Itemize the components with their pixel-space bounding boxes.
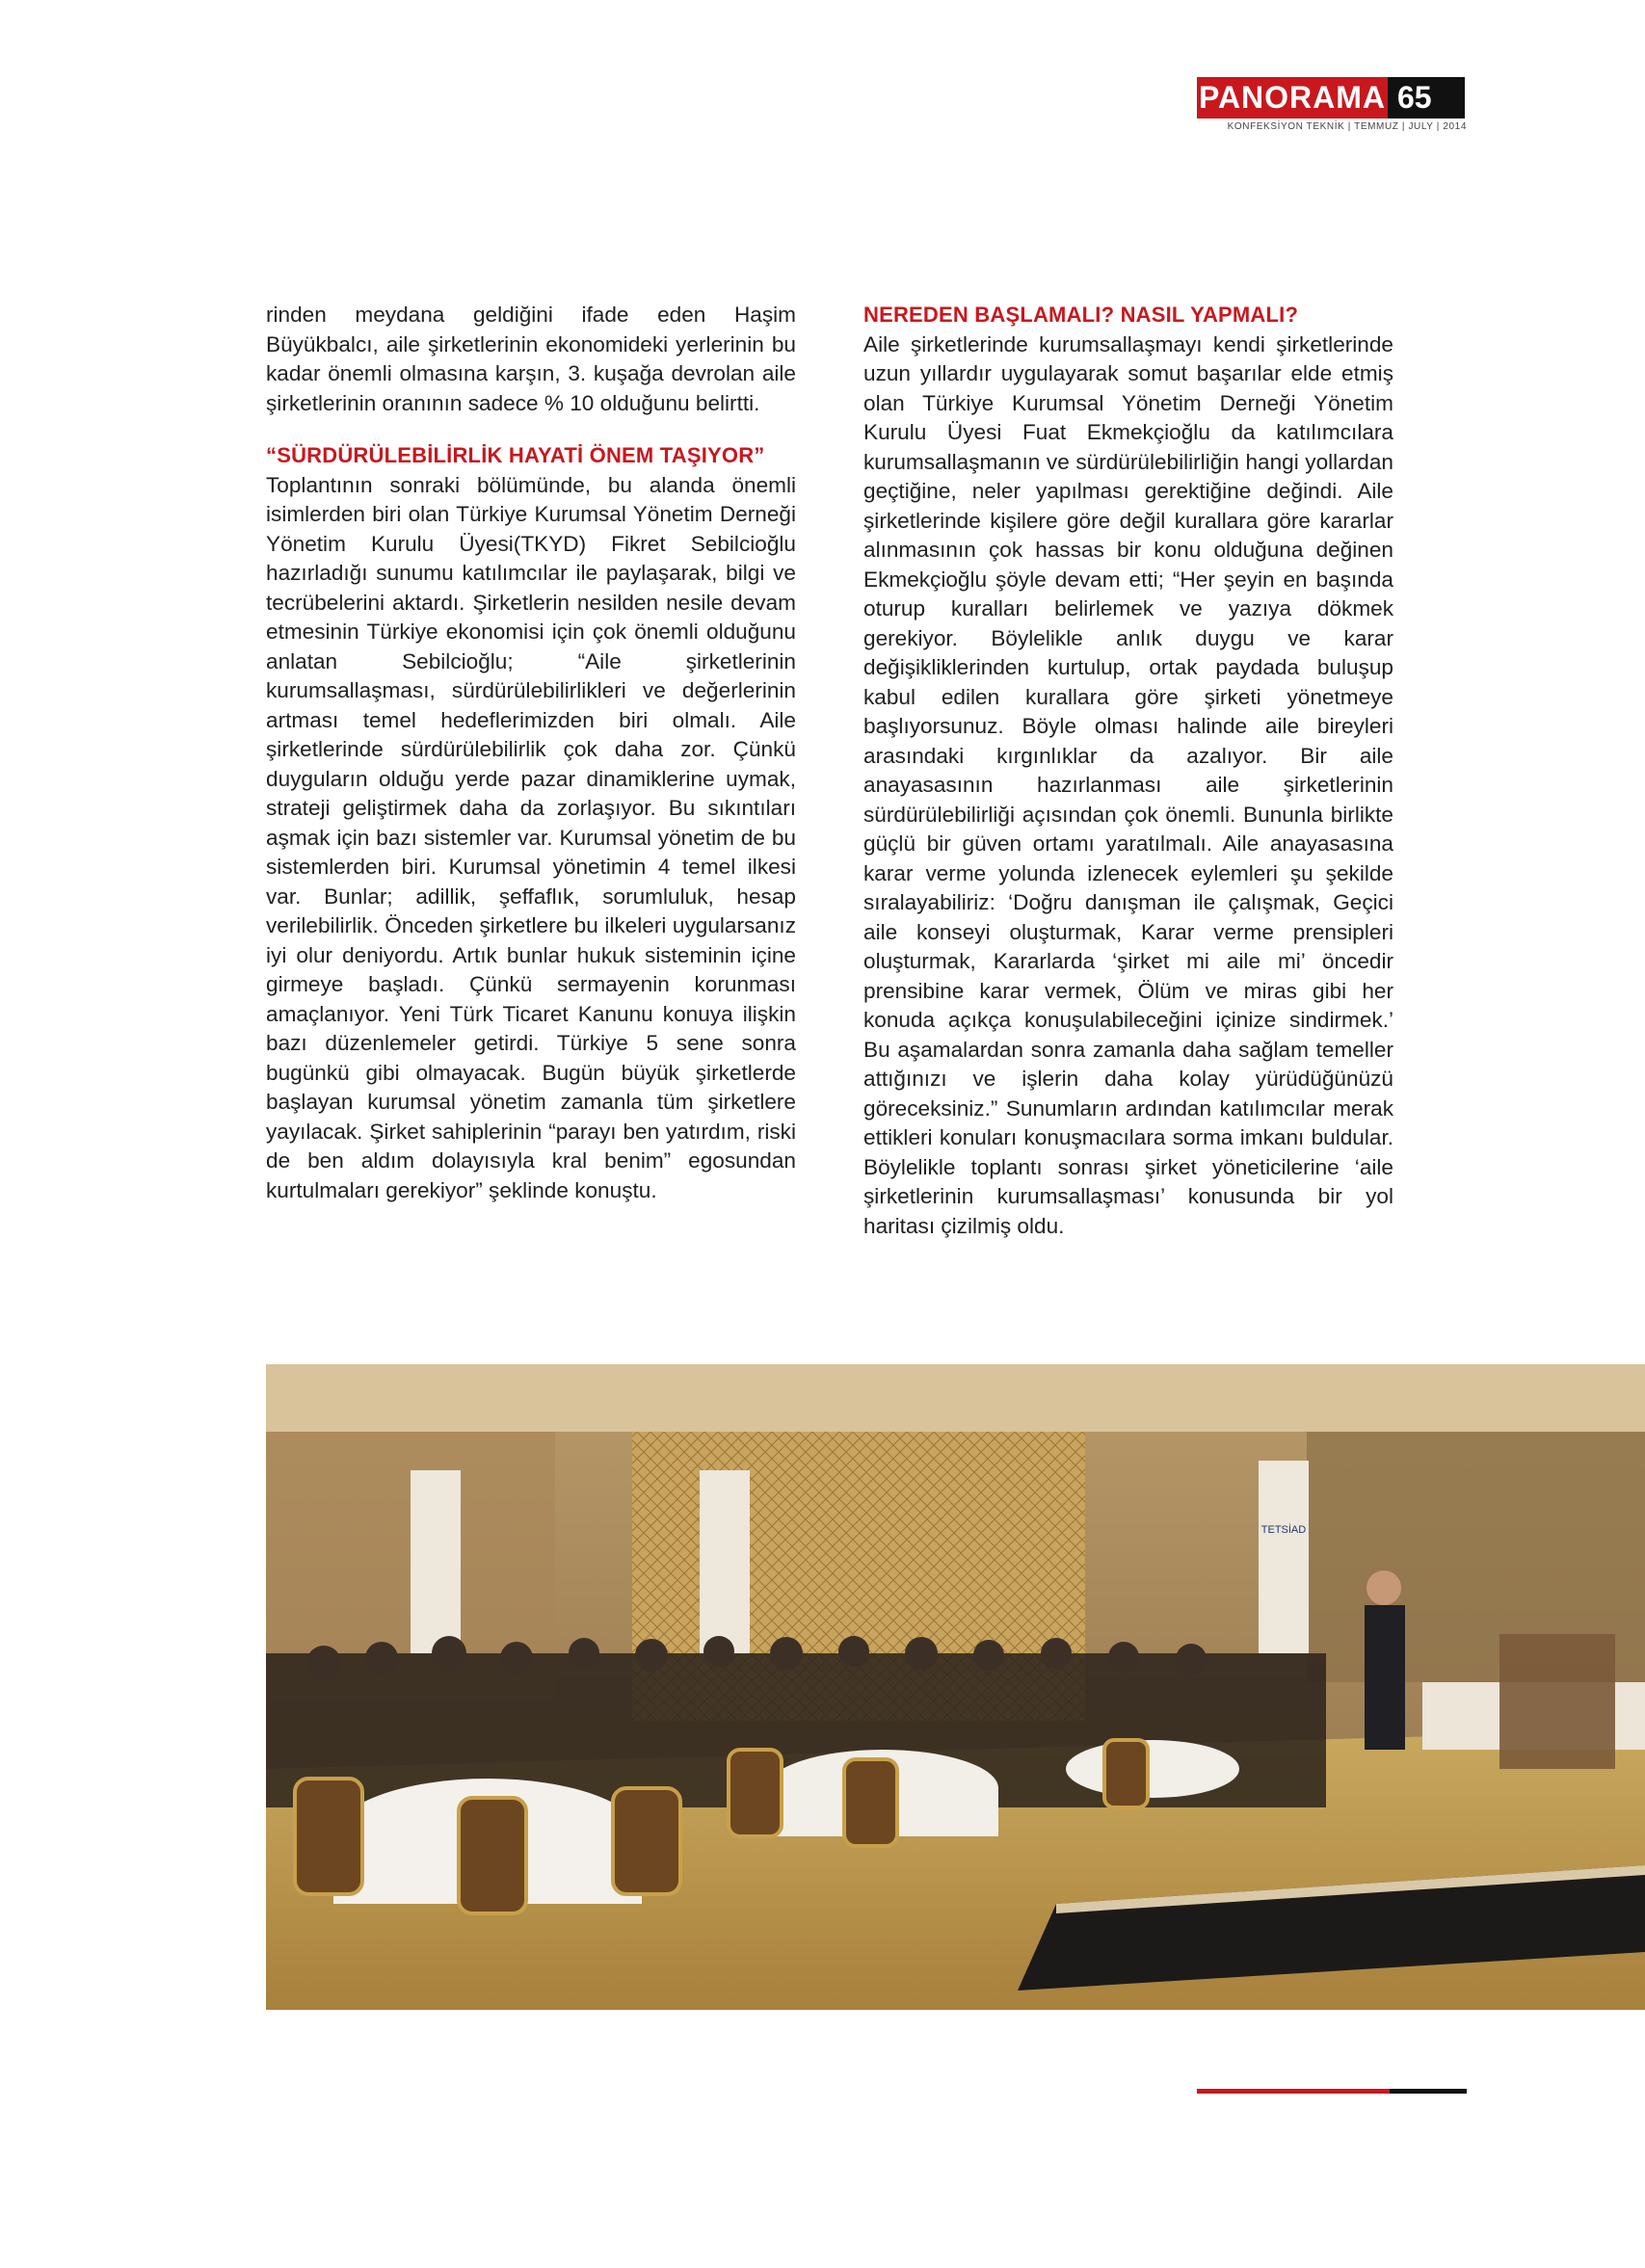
body-paragraph-left: Toplantının sonraki bölümünde, bu alanda önemli isimlerden biri olan Türkiye Kurumsal Yönetim Derneği Yönetim Kurulu Üyesi(TKYD) Fikret Sebilcioğlu hazırladığı sunumu katılımcılar ile paylaşarak, bilgi ve tecrübelerini aktardı. Şirketlerin nesilden nesile devam etmesinin Türkiye ekonomisi için çok önemli olduğunu anlatan Sebilcioğlu; “Aile şirketlerinin kurumsallaşması, sürdürülebilirlikleri ve değerlerinin artması temel hedeflerimizden biri olmalı. Aile şirketlerinde sürdürülebilirlik çok daha zor. Çünkü duyguların olduğu yerde pazar dinamiklerine uymak, strateji geliştirmek daha da zorlaşıyor. Bu sıkıntıları aşmak için bazı sistemler var. Kurumsal yönetim de bu sistemlerden biri. Kurumsal yönetimin 4 temel ilkesi var. Bunlar; adillik, şeffaflık, sorumluluk, hesap verilebilirlik. Önceden şirketlere bu ilkeleri uygularsanız iyi olur deniyordu. Artık bunlar hukuk sisteminin içine girmeye başladı. Çünkü sermayenin korunması amaçlanıyor. Yeni Türk Ticaret Kanunu konuya ilişkin bazı düzenlemeler getirdi. Türkiye 5 sene sonra bugünkü gibi olmayacak. Bugün büyük şirketlerde başlayan kurumsal yönetim zamanla tüm şirketlere yayılacak. Şirket sahiplerinin “parayı ben yatırdım, riski de ben aldım dolayısıyla kral benim” egosundan kurtulmaları gerekiyor” şeklinde konuştu. [266, 472, 796, 1202]
conference-photo [266, 1364, 1645, 2010]
section-heading-sustainability: “SÜRDÜRÜLEBİLİRLİK HAYATİ ÖNEM TAŞIYOR” [266, 443, 765, 467]
body-paragraph-right: Aile şirketlerinde kurumsallaşmayı kendi şirketlerinde uzun yıllardır uygulayarak somut başarılar elde etmiş olan Türkiye Kurumsal Yönetim Derneği Yönetim Kurulu Üyesi Fuat Ekmekçioğlu da katılımcılara kurumsallaşmanın ve sürdürülebilirliğin hangi yollardan geçtiğine, neler yapılması gerektiğine değindi. Aile şirketlerinde kişilere göre değil kurallara göre kararlar alınmasının çok hassas bir konu olduğuna değinen Ekmekçioğlu şöyle devam etti; “Her şeyin en başında oturup kuralları belirlemek ve yazıya dökmek gerekiyor. Böylelikle anlık duygu ve karar değişikliklerinden kurtulup, ortak paydada buluşup kabul edilen kurallara göre şirketi yönetmeye başlıyorsunuz. Böyle olması halinde aile bireyleri arasındaki kırgınlıklar da azalıyor. Bir aile anayasasının hazırlanması aile şirketlerinin sürdürülebilirliği açısından çok önemli. Bununla birlikte güçlü bir güven ortamı yaratılmalı. Aile anayasasına karar verme yolunda izlenecek eylemleri şu şekilde sıralayabiliriz: ‘Doğru danışman ile çalışmak, Geçici aile konseyi oluşturmak, Karar verme prensipleri oluşturmak, Kararlarda ‘şirket mi aile mi’ öncedir prensibine karar vermek, Ölüm ve miras gibi her konuda açıkça konuşulabileceğini içinize sindirmek.’ Bu aşamalardan sonra zamanla daha sağlam temeller attığınızı ve işlerin daha kolay yürüdüğünüzü göreceksiniz.” Sunumların ardından katılımcılar merak ettikleri konuları konuşmacılara sorma imkanı buldular. Böylelikle toplantı sonrası şirket yöneticilerine ‘aile şirketlerinin kurumsallaşması’ konusunda bir yol haritası çizilmiş oldu. [863, 331, 1393, 1238]
section-title: PANORAMA [1197, 77, 1388, 119]
speaker [1365, 1605, 1405, 1750]
section-heading-where-to-start: NEREDEN BAŞLAMALI? NASIL YAPMALI? [863, 303, 1299, 327]
page-number: 65 [1388, 77, 1465, 119]
footer-rule-black [1390, 2089, 1467, 2094]
issue-subline: KONFEKSİYON TEKNİK | TEMMUZ | JULY | 2014 [1227, 121, 1467, 132]
intro-paragraph: rinden meydana geldiğini ifade eden Haşim Büyükbalcı, aile şirketlerinin ekonomideki yerlerinin bu kadar önemli olmasına karşın, 3. kuşağa devrolan aile şirketlerinin oranının sadece % 10 olduğunu belirtti. [266, 303, 796, 415]
banner-right [1259, 1461, 1309, 1653]
left-column [266, 301, 796, 1205]
banner-text: TETSİAD [1260, 1524, 1307, 1536]
banner-left [411, 1470, 461, 1653]
right-column [863, 301, 1393, 1241]
footer-rule-red [1197, 2089, 1390, 2094]
banner-center [700, 1470, 750, 1653]
